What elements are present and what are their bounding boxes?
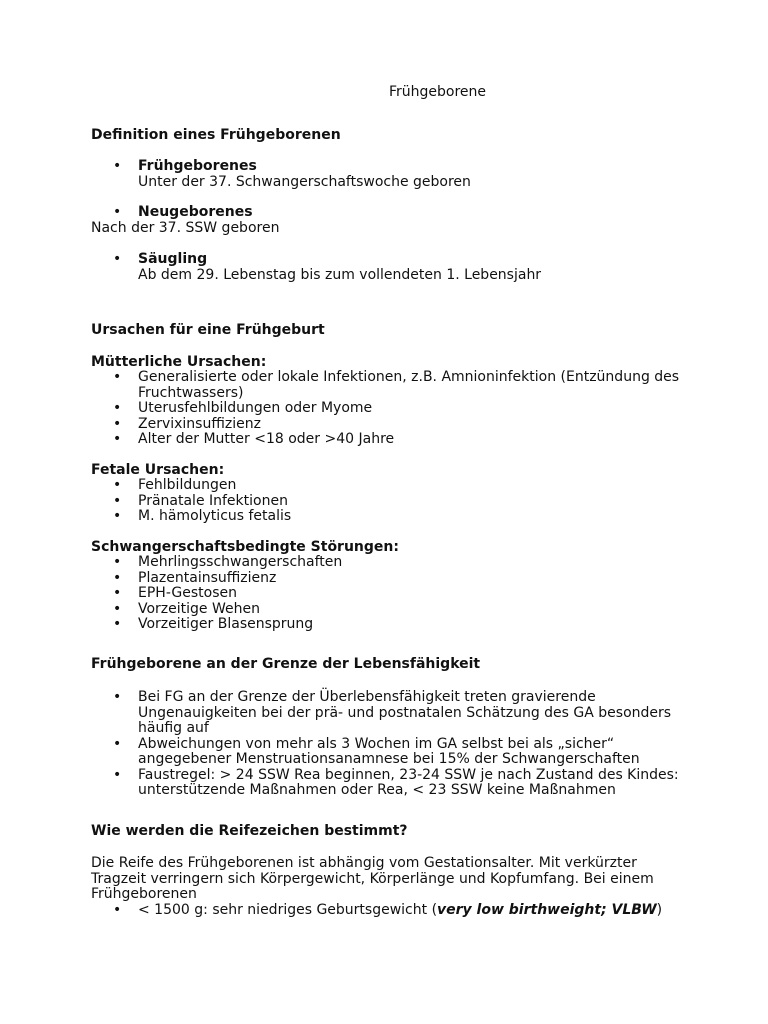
section-heading-grenze: Frühgeborene an der Grenze der Lebensfähigkeit xyxy=(91,655,481,672)
list-grenze xyxy=(91,690,691,799)
term-description: Unter der 37. Schwangerschaftswoche geboren xyxy=(138,173,471,190)
list-item: • Uterusfehlbildungen oder Myome xyxy=(91,401,691,417)
list-item: • Faustregel: > 24 SSW Rea beginnen, 23-24 SSW je nach Zustand des Kindes: unterstützende Maßnahmen oder Rea, < 23 SSW keine Maßnahmen xyxy=(91,768,691,799)
term-neugeborenes: • Neugeborenes xyxy=(138,204,253,220)
term-description: Nach der 37. SSW geboren xyxy=(91,219,280,236)
list-item xyxy=(91,252,691,283)
list-reife xyxy=(91,903,691,919)
section-heading-reife: Wie werden die Reifezeichen bestimmt? xyxy=(91,822,408,839)
subheading-fetal: Fetale Ursachen: xyxy=(91,461,225,478)
list-item: • Generalisierte oder lokale Infektionen, z.B. Amnioninfektion (Entzündung des Fruchtwassers) xyxy=(91,370,691,401)
list-item: • Abweichungen von mehr als 3 Wochen im GA selbst bei als „sicher“ angegebener Menstruationsanamnese bei 15% der Schwangerschaften xyxy=(91,737,691,768)
list-item: • M. hämolyticus fetalis xyxy=(91,509,691,525)
term-description: Ab dem 29. Lebenstag bis zum vollendeten 1. Lebensjahr xyxy=(138,266,542,283)
list-item-text: < 1500 g: sehr niedriges Geburtsgewicht ( xyxy=(138,901,438,918)
list-item: • Plazentainsuffizienz xyxy=(91,571,691,587)
list-item xyxy=(91,159,691,190)
list-item: • Vorzeitige Wehen xyxy=(91,602,691,618)
document-page xyxy=(91,85,691,918)
section-heading-definition: Definition eines Frühgeborenen xyxy=(91,126,341,143)
list-item: • Mehrlingsschwangerschaften xyxy=(91,555,691,571)
term-fruehgeborenes: • Frühgeborenes xyxy=(138,158,257,174)
reife-paragraph: Die Reife des Frühgeborenen ist abhängig vom Gestationsalter. Mit verkürzter Tragzeit verringern sich Körpergewicht, Körperlänge und Kopfumfang. Bei einem Frühgeborenen xyxy=(91,855,654,902)
section-heading-ursachen: Ursachen für eine Frühgeburt xyxy=(91,322,325,338)
list-item: • Alter der Mutter <18 oder >40 Jahre xyxy=(91,432,691,448)
list-item: • Vorzeitiger Blasensprung xyxy=(91,617,691,633)
list-item xyxy=(91,205,691,221)
list-fetal xyxy=(91,478,691,525)
list-item: • Zervixinsuffizienz xyxy=(91,417,691,433)
list-item-text-end: ) xyxy=(656,901,663,918)
term-saeugling: • Säugling xyxy=(138,251,208,267)
subheading-schwangerschaft: Schwangerschaftsbedingte Störungen: xyxy=(91,538,399,555)
document-title: Frühgeborene xyxy=(389,84,487,100)
definition-list-2 xyxy=(91,205,691,221)
list-item: • Bei FG an der Grenze der Überlebensfähigkeit treten gravierende Ungenauigkeiten bei der prä- und postnatalen Schätzung des GA besonders häufig auf xyxy=(91,690,691,737)
definition-list-1 xyxy=(91,159,691,190)
list-item: • Pränatale Infektionen xyxy=(91,494,691,510)
list-item: • EPH-Gestosen xyxy=(91,586,691,602)
list-schwangerschaft xyxy=(91,555,691,633)
definition-list-3 xyxy=(91,252,691,283)
list-muetterlich xyxy=(91,370,691,448)
emphasized-term: very low birthweight; VLBW xyxy=(437,901,657,918)
list-item xyxy=(91,903,691,919)
list-item: • Fehlbildungen xyxy=(91,478,691,494)
subheading-muetterlich: Mütterliche Ursachen: xyxy=(91,353,267,370)
